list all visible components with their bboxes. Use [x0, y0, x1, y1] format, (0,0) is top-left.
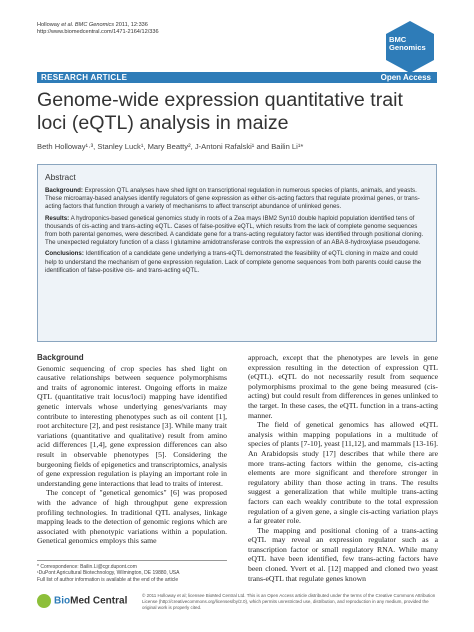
license-text: © 2011 Holloway et al; licensee BioMed Central Ltd. This is an Open Access article distributed under the terms of the Creative Commons Attribution License (http://creativecommons.org/licenses/by/2.0), which permits unrestricted use, distribution, and reproduction in any medium, provided the original work is properly cited. — [142, 593, 436, 610]
citation-line: Holloway et al. BMC Genomics 2011, 12:336 — [37, 22, 148, 28]
paragraph: Genomic sequencing of crop species has shed light on causative relationships between sequence polymorphisms and traits of agronomic interest. Ongoing efforts in maize QTL (quantitative trait locus/loci) mapping have identified genetic intervals whose underlying genes/variants may contribute to interesting phenotypes such as oil content [1], root architecture [2], and pest resistance [3]. While many trait variations (quantitative and qualitative) result from amino acid differences [1,4], gene expression differences can also result in observable phenotypes [5]. Considering the burgeoning fields of epigenetics and transcriptomics, analysis of gene expression regulation is playing an important role in understanding gene interactions that lead to traits of interest. — [37, 363, 227, 488]
article-url[interactable]: http://www.biomedcentral.com/1471-2164/12/336 — [37, 29, 159, 36]
body-column-right — [248, 353, 438, 583]
open-access-label: Open Access — [380, 73, 431, 82]
abstract-conclusions: Conclusions: Identification of a candidate gene underlying a trans-eQTL demonstrated the feasibility of eQTL cloning in maize and could help to understand the mechanism of gene expression regulation. Lack of complete genome sequences from both parents could cause the identification of false-positive cis- and trans-acting eQTL. — [45, 250, 422, 274]
paragraph: The concept of "genetical genomics" [6] was proposed with the advance of high throughput gene expression profiling technologies. In traditional QTL analyses, linkage mapping leads to the detection of genomic regions which are associated with phenotypic variations within a population. Genetical genomics employs this same — [37, 488, 227, 546]
logo-text: BMC Genomics — [389, 35, 426, 53]
abstract-body — [45, 187, 429, 278]
article-title: Genome-wide expression quantitative trait loci (eQTL) analysis in maize — [37, 89, 403, 134]
biomed-central-logo: BioMed Central — [37, 594, 127, 608]
paragraph: approach, except that the phenotypes are levels in gene expression resulting in the detection of expression QTL (eQTL). eQTL do not necessarily result from sequence polymorphisms proximal to the gene being measured (cis-acting) but could result from differences in genes unlinked to the target. In these cases, the eQTL function in a trans-acting manner. — [248, 353, 438, 420]
paragraph: The field of genetical genomics has allowed eQTL analysis within mapping populations in a multitude of species of plants [7-10], yeast [11,12], and mammals [13-16]. An Arabidopsis study [17] describes that while there are more trans-acting factors within the genome, cis-acting elements are more significant and therefore stronger in regulatory ability than those acting in trans. The results suggest a generalization that while multiple trans-acting factors can each weakly contribute to the total expression regulation of a given gene, a single cis-acting variation plays a far greater role. — [248, 420, 438, 526]
correspondence-footnote — [37, 560, 227, 583]
author-info-note: Full list of author information is available at the end of the article — [37, 576, 179, 583]
biomed-central-mark-icon — [37, 594, 51, 608]
abstract-heading: Abstract — [45, 172, 76, 182]
abstract-results: Results: A hydroponics-based genetical genomics study in roots of a Zea mays IBM2 Syn10 double haploid population identified tens of thousands of cis-acting and trans-acting eQTL. Cases of false-positive eQTL, which results from the lack of complete genome sequences from both parental genomes, were described. A candidate gene for a trans-acting regulatory factor was identified through positional cloning. The unexpected regulatory function of a class I glutamine amidotransferase controls the expression of an ABA 8-hydroxylase pseudogene. — [45, 214, 424, 247]
abstract-box — [37, 164, 437, 342]
paragraph: The mapping and positional cloning of a trans-acting eQTL may reveal an expression regulator such as a transcription factor or small regulatory RNA. While many eQTL have been identified, few trans-acting factors have been cloned. Yvert et al. [12] mapped and cloned two yeast trans-eQTL that regulate genes known — [248, 525, 438, 583]
article-type-label: RESEARCH ARTICLE — [41, 73, 128, 82]
citation-header — [37, 22, 159, 37]
article-type-bar — [37, 72, 437, 83]
body-column-left — [37, 353, 227, 546]
abstract-background: Background: Expression QTL analyses have shed light on transcriptional regulation in numerous species of plants, animals, and yeasts. These microarray-based analyses identify regulators of gene expression as either cis-acting factors that regulate proximal genes, or trans-acting factors that function through a variety of mechanisms to affect transcript abundance of unlinked genes. — [45, 187, 420, 211]
affiliation: ¹DuPont Agricultural Biotechnology, Wilmington, DE 19880, USA — [37, 570, 180, 577]
author-list: Beth Holloway¹·³, Stanley Luck¹, Mary Beatty², J-Antoni Rafalski¹ and Bailin Li¹* — [37, 142, 304, 151]
section-heading-background: Background — [37, 353, 84, 362]
correspondence-email[interactable]: * Correspondence: Bailin.Li@cgr.dupont.com — [37, 564, 137, 570]
